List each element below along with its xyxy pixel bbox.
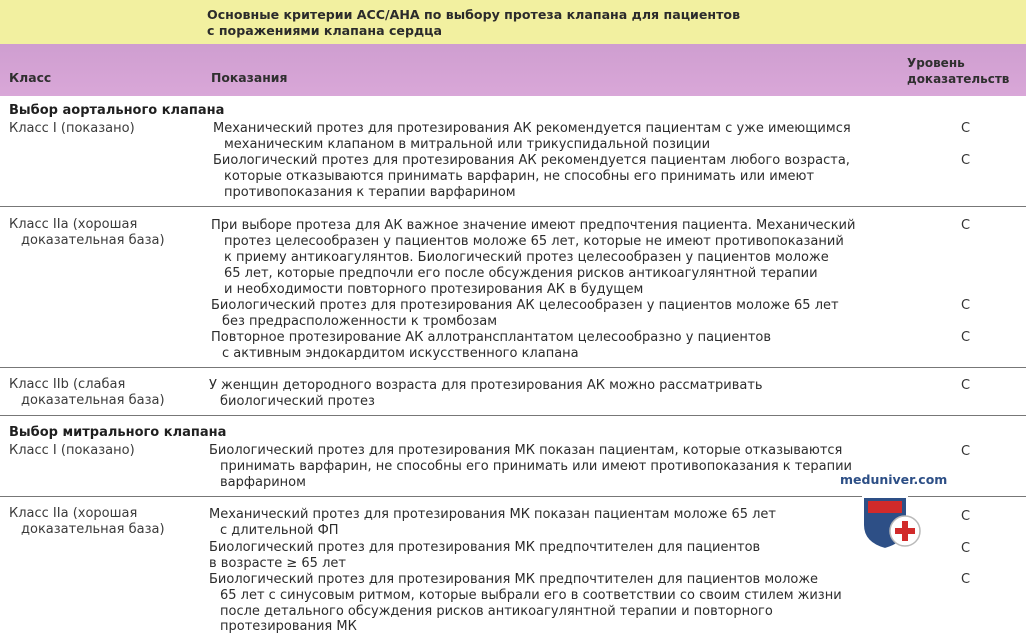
indication-line: При выборе протеза для АК важное значение имеют предпочтения пациента. Механический	[211, 218, 856, 233]
class-label-line: доказательная база)	[21, 393, 165, 408]
level-value: C	[961, 541, 971, 556]
level-value: C	[961, 509, 971, 524]
class-label-line: доказательная база)	[21, 522, 165, 537]
header-class: Класс	[9, 70, 52, 85]
header-level	[907, 55, 1009, 87]
indication-line: У женщин детородного возраста для протезирования АК можно рассматривать	[209, 378, 763, 393]
header-indications: Показания	[211, 70, 288, 85]
class-label: Класс I (показано)	[9, 443, 135, 458]
indication-line: биологический протез	[220, 394, 375, 409]
indication-line: протез целесообразен у пациентов моложе 65 лет, которые не имеют противопоказаний	[224, 234, 844, 249]
shield-cross-icon	[859, 491, 925, 551]
indication-line: без предрасположенности к тромбозам	[222, 314, 498, 329]
level-value: C	[961, 444, 971, 459]
class-label	[9, 506, 165, 538]
table-title	[207, 7, 740, 39]
indication-line: Механический протез для протезирования МК показан пациентам моложе 65 лет	[209, 507, 776, 522]
indication-line: с активным эндокардитом искусственного клапана	[222, 346, 579, 361]
row-divider	[0, 415, 1026, 416]
indication-line: к приему антикоагулянтов. Биологический протез целесообразен у пациентов моложе	[224, 250, 829, 265]
level-value: C	[961, 153, 971, 168]
indication-line: Биологический протез для протезирования МК показан пациентам, которые отказываются	[209, 443, 843, 458]
class-label	[9, 217, 165, 249]
indication-line: которые отказываются принимать варфарин, не способны его принимать или имеют	[224, 169, 815, 184]
header-level-line-2: доказательств	[907, 72, 1010, 86]
indication-line: Повторное протезирование АК аллотрансплантатом целесообразно у пациентов	[211, 330, 772, 345]
class-label	[9, 377, 165, 409]
indication-line: и необходимости повторного протезирования АК в будущем	[224, 282, 644, 297]
class-label-line: Класс IIa (хорошая	[9, 217, 138, 232]
table-header	[0, 44, 1026, 96]
title-line-2: с поражениями клапана сердца	[207, 23, 442, 38]
watermark-text[interactable]: meduniver.com	[840, 472, 948, 487]
indication-line: Биологический протез для протезирования МК предпочтителен для пациентов моложе	[209, 572, 819, 587]
indication-line: с длительной ФП	[220, 523, 339, 538]
indication-line: Биологический протез для протезирования МК предпочтителен для пациентов	[209, 540, 761, 555]
level-value: C	[961, 572, 971, 587]
level-value: C	[961, 218, 971, 233]
class-label-line: доказательная база)	[21, 233, 165, 248]
class-label-line: Класс IIb (слабая	[9, 377, 126, 392]
indication-line: механическим клапаном в митральной или трикуспидальной позиции	[224, 137, 711, 152]
section-aortic: Выбор аортального клапана	[9, 103, 225, 118]
indication-line: 65 лет, которые предпочли его после обсуждения рисков антикоагулянтной терапии	[224, 266, 818, 281]
level-value: C	[961, 330, 971, 345]
title-line-1: Основные критерии АСС/АНА по выбору протеза клапана для пациентов	[207, 7, 741, 22]
class-label: Класс I (показано)	[9, 121, 135, 136]
indication-line: Биологический протез для протезирования АК целесообразен у пациентов моложе 65 лет	[211, 298, 839, 313]
indication-line: принимать варфарин, не способны его принимать или имеют противопоказания к терапии	[220, 459, 852, 474]
indication-line: протезирования МК	[220, 619, 357, 634]
class-label-line: Класс IIa (хорошая	[9, 506, 138, 521]
row-divider	[0, 367, 1026, 368]
indication-line: в возрасте ≥ 65 лет	[209, 556, 346, 571]
indication-line: после детального обсуждения рисков антикоагулянтной терапии и повторного	[220, 604, 773, 619]
section-mitral: Выбор митрального клапана	[9, 425, 227, 440]
indication-line: противопоказания к терапии варфарином	[224, 185, 516, 200]
indication-line: Биологический протез для протезирования АК рекомендуется пациентам любого возраста,	[213, 153, 850, 168]
level-value: C	[961, 378, 971, 393]
indication-line: варфарином	[220, 475, 306, 490]
indication-line: Механический протез для протезирования АК рекомендуется пациентам с уже имеющимся	[213, 121, 851, 136]
indication-line: 65 лет с синусовым ритмом, которые выбрали его в соответствии со своим стилем жизни	[220, 588, 842, 603]
header-level-line-1: Уровень	[907, 56, 965, 70]
level-value: C	[961, 298, 971, 313]
row-divider	[0, 206, 1026, 207]
level-value: C	[961, 121, 971, 136]
